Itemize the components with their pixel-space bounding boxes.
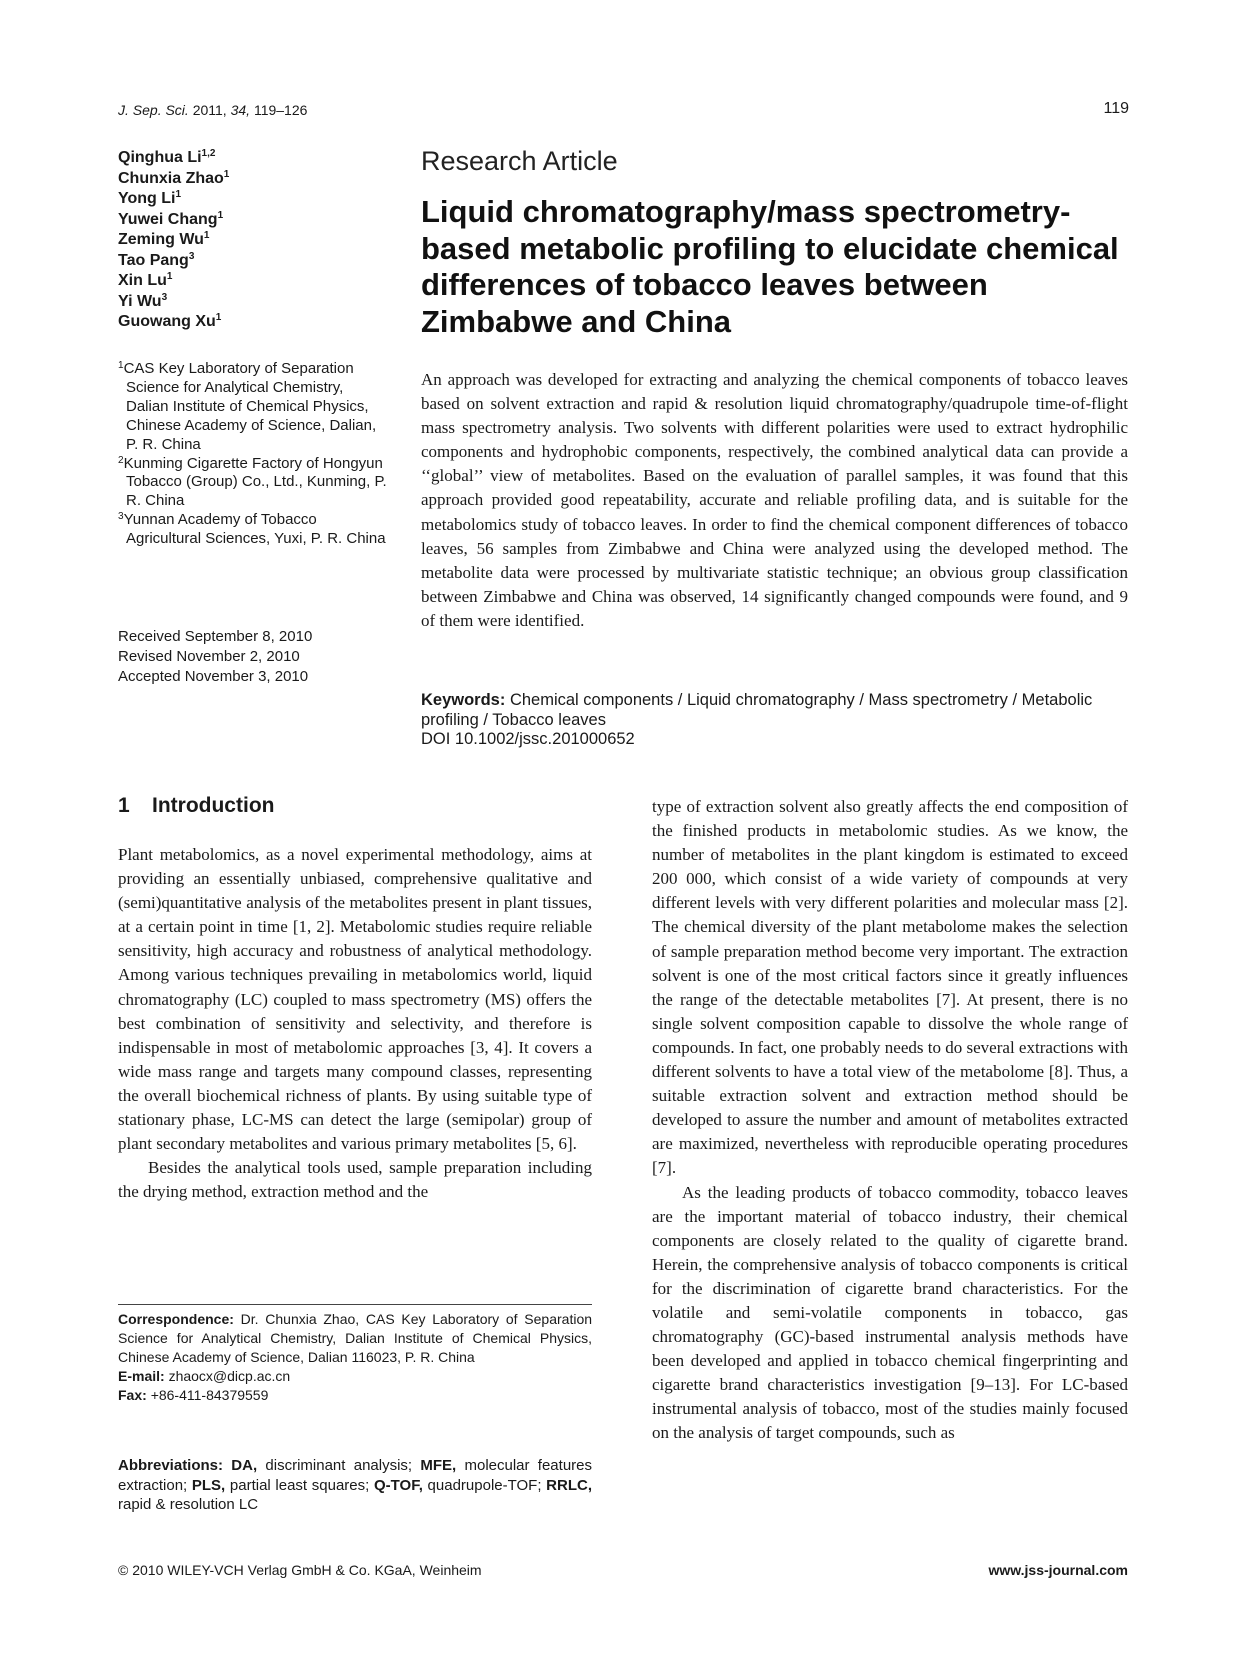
affiliation: $^2$Kunming Cigarette Factory of Hongyun Tobacco (Group) Co., Ltd., Kunming, P. R. China <box>118 454 387 510</box>
received-date: Received September 8, 2010 <box>118 628 313 645</box>
author: Tao Pang$^3$ <box>118 250 195 269</box>
journal-abbrev: J. Sep. Sci. <box>118 102 189 118</box>
copyright-notice: © 2010 WILEY-VCH Verlag GmbH & Co. KGaA, Weinheim <box>118 1562 482 1578</box>
abbreviation-term: DA, <box>231 1457 258 1474</box>
affiliation-list <box>118 360 388 549</box>
paragraph: Besides the analytical tools used, sample preparation including the drying method, extraction method and the <box>118 1158 592 1202</box>
affiliation: $^3$Yunnan Academy of Tobacco Agricultural Sciences, Yuxi, P. R. China <box>118 511 386 548</box>
abbreviation-term: RRLC, <box>546 1476 592 1494</box>
fax-number: +86-411-84379559 <box>150 1387 269 1403</box>
abbreviation-term: Q-TOF, <box>373 1476 423 1494</box>
abbreviations-block <box>118 1456 592 1515</box>
paragraph: Plant metabolomics, as a novel experimental methodology, aims at providing an essentially unbiased, comprehensive qualitative and (semi)quantitative analysis of the metabolites present in plant tissues, at a certain point in time [1, 2]. Metabolomic studies require reliable sensitivity, high accuracy and robustness of analytical methodology. Among various techniques prevailing in metabolomics world, liquid chromatography (LC) coupled to mass spectrometry (MS) offers the best combination of sensitivity and selectivity, and therefore is indispensable in most of metabolomic approaches [3, 4]. It covers a wide mass range and targets many compound classes, representing the overall biochemical richness of plants. By using suitable type of stationary phase, LC-MS can detect the large (semipolar) group of plant secondary metabolites and various primary metabolites [5, 6]. <box>118 845 592 1154</box>
abbreviation-definition: molecular features extraction; <box>118 1457 592 1494</box>
author: Qinghua Li$^{1,2}$ <box>118 148 216 166</box>
author: Yuwei Chang$^1$ <box>118 209 224 228</box>
paragraph: type of extraction solvent also greatly affects the end composition of the finished products in metabolomic studies. As we know, the number of metabolites in the plant kingdom is estimated to exceed 200 000, which consist of a wide variety of compounds at very different levels with very different polarities and molecular mass [2]. The chemical diversity of the plant metabolome makes the selection of sample preparation method become very important. The extraction solvent is one of the most critical factors since it greatly influences the range of the detectable metabolites [7]. At present, there is no single solvent composition capable to dissolve the whole range of compounds. In fact, one probably needs to do several extractions with different solvents to have a total view of the metabolome [8]. Thus, a suitable extraction solvent and extraction method should be developed to assure the number and amount of metabolites extracted are maximized, nevertheless with reproducible operating procedures [7]. <box>652 797 1128 1178</box>
author: Xin Lu$^1$ <box>118 271 173 289</box>
author: Yi Wu$^3$ <box>118 291 168 310</box>
page-number: 119 <box>1103 100 1129 117</box>
keywords-label: Keywords: <box>421 691 506 709</box>
keywords-text: Chemical components / Liquid chromatography / Mass spectrometry / Metabolic profiling / Tobacco leaves <box>421 691 1093 729</box>
author: Chunxia Zhao$^1$ <box>118 168 230 187</box>
author: Zeming Wu$^1$ <box>118 230 210 248</box>
journal-pages: 119–126 <box>253 102 308 118</box>
journal-reference <box>118 102 307 118</box>
footnote-divider <box>118 1304 592 1305</box>
article-title: Liquid chromatography/mass spectrometry-based metabolic profiling to elucidate chemical differences of tobacco leaves between Zimbabwe and China <box>421 194 1119 339</box>
abbreviation-definition: rapid & resolution LC <box>118 1496 259 1513</box>
abbreviation-definition: partial least squares; <box>229 1476 370 1494</box>
keywords-block <box>421 691 1128 750</box>
section-heading <box>118 794 274 818</box>
left-column-text <box>118 843 592 1204</box>
doi: DOI 10.1002/jssc.201000652 <box>421 730 635 748</box>
article-dates <box>118 627 312 687</box>
correspondence-block <box>118 1310 592 1405</box>
journal-volume: 34, <box>230 102 251 118</box>
keywords <box>421 691 1128 730</box>
author: Guowang Xu$^1$ <box>118 312 222 330</box>
author: Yong Li$^1$ <box>118 189 182 207</box>
abstract: An approach was developed for extracting and analyzing the chemical components of tobacco leaves based on solvent extraction and rapid & resolution liquid chromatography/quadrupole time-of-flight mass spectrometry analysis. Two solvents with different polarities were used to extract hydrophilic components and hydrophobic components, respectively, the combined analytical data can provide a ‘‘global’’ view of metabolites. Based on the evaluation of parallel samples, it was found that this approach provided good repeatability, accurate and reliable profiling data, and is suitable for the metabolomics study of tobacco leaves. In order to find the chemical component differences of tobacco leaves, 56 samples from Zimbabwe and China were analyzed using the developed method. The metabolite data were processed by multivariate statistic technique; an obvious group classification between Zimbabwe and China was observed, 14 significantly changed compounds were found, and 9 of them were identified. <box>421 370 1128 630</box>
revised-date: Revised November 2, 2010 <box>118 648 300 665</box>
email-link[interactable]: zhaocx@dicp.ac.cn <box>168 1368 291 1384</box>
affiliation: $^1$CAS Key Laboratory of Separation Science for Analytical Chemistry, Dalian Institute of Chemical Physics, Chinese Academy of Science, Dalian, P. R. China <box>118 360 377 453</box>
abbreviation-definition: discriminant analysis; <box>265 1457 413 1474</box>
fax-label: Fax: <box>118 1387 147 1403</box>
abbreviation-term: PLS, <box>191 1476 226 1494</box>
abbreviation-definition: quadrupole-TOF; <box>427 1476 542 1494</box>
journal-year: 2011, <box>192 102 227 118</box>
accepted-date: Accepted November 3, 2010 <box>118 668 309 685</box>
section-number: 1 <box>118 794 130 817</box>
article-type: Research Article <box>421 146 618 176</box>
abbreviation-term: MFE, <box>420 1457 457 1474</box>
correspondence-label: Correspondence: <box>118 1311 234 1327</box>
right-column-text <box>652 795 1128 1446</box>
paragraph: As the leading products of tobacco commodity, tobacco leaves are the important material of tobacco industry, their chemical components are closely related to the quality of cigarette brand. Herein, the comprehensive analysis of tobacco components is critical for the discrimination of cigarette brand characteristics. For the volatile and semi-volatile components in tobacco, gas chromatography (GC)-based instrumental analysis methods have been developed and applied in tobacco chemical fingerprinting and cigarette brand characteristics investigation [9–13]. For LC-based instrumental analysis of tobacco, most of the studies mainly focused on the analysis of target compounds, such as <box>652 1182 1128 1443</box>
journal-website-link[interactable]: www.jss-journal.com <box>988 1562 1128 1578</box>
email-label: E-mail: <box>118 1368 165 1384</box>
author-list <box>118 148 388 333</box>
abbreviations-label: Abbreviations: <box>118 1457 224 1474</box>
section-title: Introduction <box>152 794 275 817</box>
correspondence-text: Dr. Chunxia Zhao, CAS Key Laboratory of Separation Science for Analytical Chemistry, Dalian Institute of Chemical Physics, Chinese Academy of Science, Dalian 116023, P. R. China <box>118 1311 593 1365</box>
